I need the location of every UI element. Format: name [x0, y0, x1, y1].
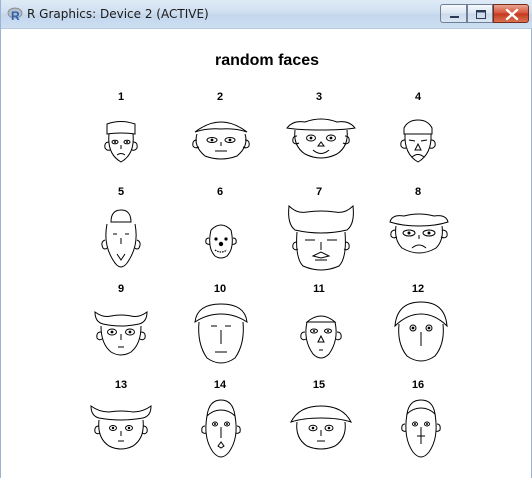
face-7: [281, 202, 361, 278]
face-label-1: 1: [117, 91, 125, 103]
face-label-10: 10: [213, 283, 227, 295]
face-label-3: 3: [315, 91, 323, 103]
face-label-9: 9: [117, 283, 125, 295]
face-3: [281, 110, 361, 170]
face-label-4: 4: [414, 91, 422, 103]
plot-title: random faces: [214, 52, 320, 69]
face-2: [183, 110, 259, 170]
plot-area: [1, 30, 532, 478]
face-8: [384, 208, 454, 272]
face-label-6: 6: [216, 186, 224, 198]
face-label-11: 11: [313, 283, 325, 295]
svg-text:R: R: [11, 9, 20, 22]
minimize-button[interactable]: [440, 4, 467, 23]
face-9: [89, 304, 153, 366]
face-label-5: 5: [117, 186, 125, 198]
face-6: [197, 210, 245, 270]
face-label-13: 13: [114, 379, 128, 391]
maximize-button[interactable]: [467, 4, 493, 23]
face-12: [389, 298, 453, 370]
face-label-12: 12: [411, 283, 425, 295]
window-title: R Graphics: Device 2 (ACTIVE): [27, 7, 209, 21]
maximize-icon: [468, 5, 494, 24]
minimize-icon: [441, 5, 468, 24]
face-label-14: 14: [213, 379, 227, 391]
r-logo-icon: [7, 6, 23, 22]
face-14: [197, 396, 245, 466]
face-11: [295, 306, 347, 368]
face-13: [87, 400, 155, 460]
face-label-2: 2: [216, 91, 224, 103]
close-icon: [494, 5, 530, 24]
face-16: [395, 396, 447, 466]
close-button[interactable]: [493, 4, 529, 23]
title-bar[interactable]: [1, 0, 532, 29]
face-label-7: 7: [315, 186, 323, 198]
face-4: [388, 110, 448, 170]
face-label-15: 15: [312, 379, 326, 391]
face-label-16: 16: [411, 379, 425, 391]
face-10: [187, 300, 255, 370]
face-1: [91, 110, 151, 170]
face-label-8: 8: [414, 186, 422, 198]
face-5: [95, 204, 147, 278]
face-15: [283, 398, 359, 460]
